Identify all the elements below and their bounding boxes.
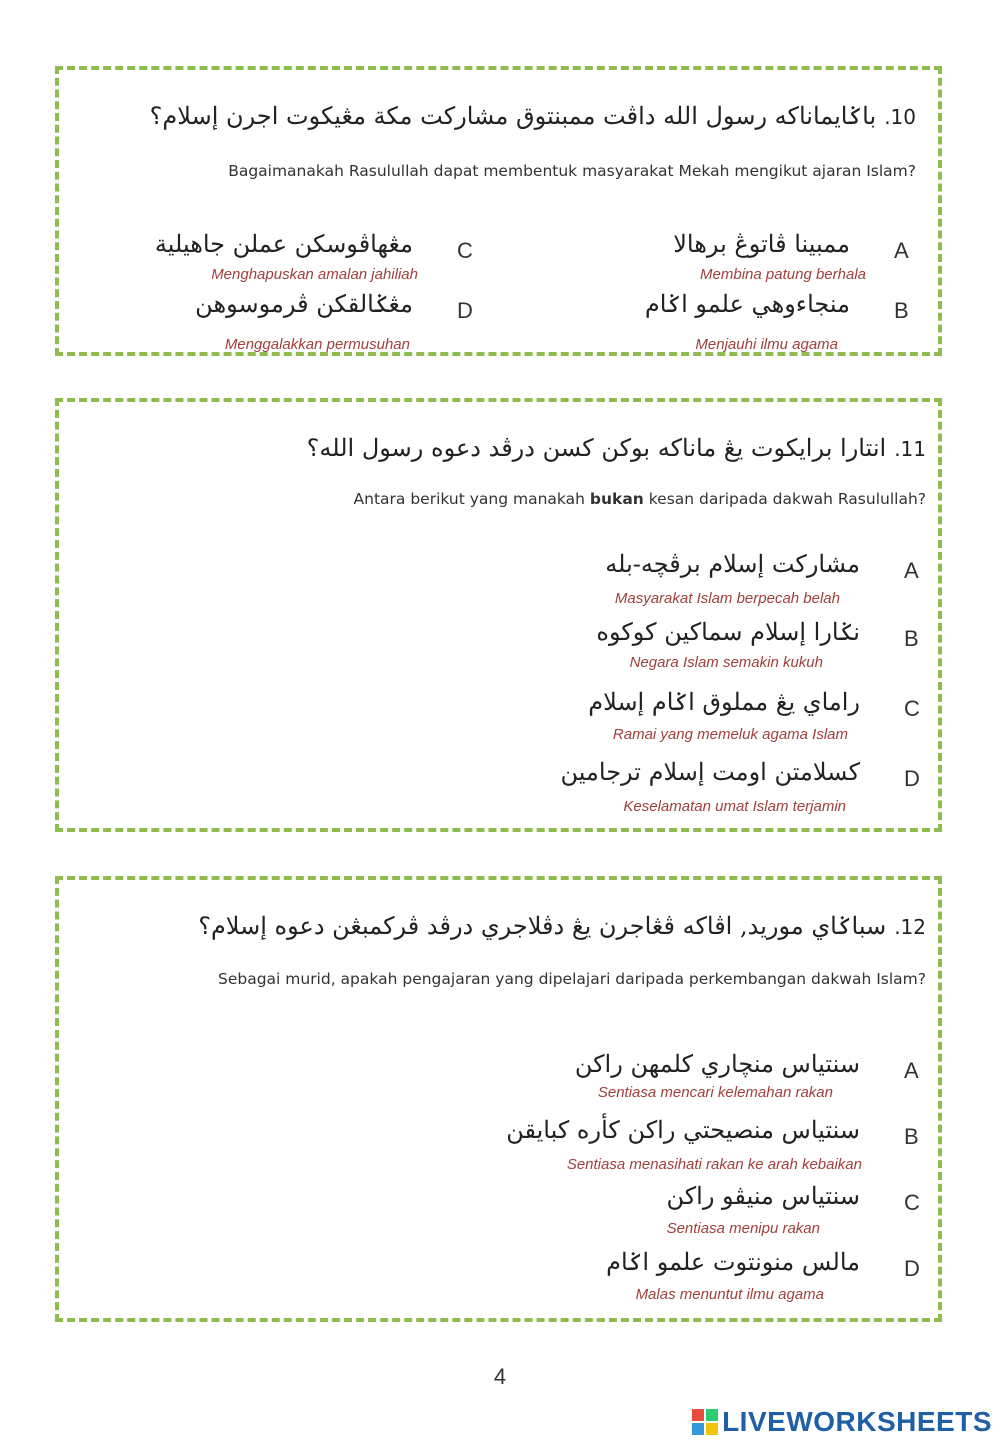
question-10-jawi: 10.باݢايماناكه رسول الله داڤت ممبنتوق مشاركت مكة مڠيكوت اجرن إسلام؟ (149, 102, 916, 130)
q11-option-c-jawi[interactable]: راماي يڠ مملوق اݢام إسلام (588, 688, 860, 716)
page-number: 4 (493, 1364, 507, 1389)
q12-option-a-rumi: Sentiasa mencari kelemahan rakan (597, 1084, 833, 1101)
q11-option-c-rumi: Ramai yang memeluk agama Islam (612, 726, 848, 743)
question-11-box (55, 398, 942, 832)
q10-option-a-jawi[interactable]: ممبينا ڤاتوڠ برهالا (673, 230, 850, 258)
q12-option-a-letter[interactable]: A (904, 1058, 919, 1083)
question-12-box (55, 876, 942, 1322)
q12-option-c-jawi[interactable]: سنتياس منيڤو راكن (666, 1182, 860, 1210)
q11-option-b-rumi: Negara Islam semakin kukuh (629, 654, 823, 671)
logo-mark-icon (692, 1409, 718, 1435)
question-11-rumi: Antara berikut yang manakah bukan kesan daripada dakwah Rasulullah? (353, 490, 926, 508)
logo-text: LIVEWORKSHEETS (722, 1406, 992, 1437)
q10-option-c-letter[interactable]: C (457, 238, 473, 263)
q12-option-b-rumi: Sentiasa menasihati rakan ke arah kebaikan (566, 1156, 862, 1173)
question-11-jawi: 11.انتارا برايكوت يڠ ماناكه بوكن كسن درڤد دعوه رسول الله؟ (306, 434, 926, 462)
q12-option-b-jawi[interactable]: سنتياس منصيحتي راكن كأره كبايقن (506, 1116, 860, 1144)
question-10-box (55, 66, 942, 356)
q12-option-c-rumi: Sentiasa menipu rakan (666, 1220, 820, 1237)
q11-option-c-letter[interactable]: C (904, 696, 920, 721)
q10-option-a-rumi: Membina patung berhala (700, 266, 866, 283)
q10-option-c-jawi[interactable]: مڠهاڤوسكن عملن جاهيلية (154, 230, 413, 258)
q10-option-d-letter[interactable]: D (457, 298, 473, 323)
logo-square-icon (706, 1423, 718, 1435)
q10-option-a-letter[interactable]: A (894, 238, 909, 263)
q11-option-b-letter[interactable]: B (904, 626, 919, 651)
q11-option-d-rumi: Keselamatan umat Islam terjamin (623, 798, 846, 815)
logo-square-icon (692, 1409, 704, 1421)
q10-option-b-jawi[interactable]: منجاءوهي علمو اݢام (644, 290, 850, 318)
q12-option-d-rumi: Malas menuntut ilmu agama (635, 1286, 824, 1303)
q10-option-b-rumi: Menjauhi ilmu agama (695, 336, 838, 353)
logo-square-icon (692, 1423, 704, 1435)
q10-option-c-rumi: Menghapuskan amalan jahiliah (211, 266, 418, 283)
q12-option-a-jawi[interactable]: سنتياس منچاري كلمهن راكن (574, 1050, 860, 1078)
q10-option-b-letter[interactable]: B (894, 298, 909, 323)
q12-option-b-letter[interactable]: B (904, 1124, 919, 1149)
q11-option-d-letter[interactable]: D (904, 766, 920, 791)
q11-option-a-jawi[interactable]: مشاركت إسلام برڤچه-بله (605, 550, 860, 578)
q12-option-c-letter[interactable]: C (904, 1190, 920, 1215)
q12-option-d-jawi[interactable]: مالس منونتوت علمو اݢام (606, 1248, 860, 1276)
q11-option-a-letter[interactable]: A (904, 558, 919, 583)
q11-option-a-rumi: Masyarakat Islam berpecah belah (614, 590, 840, 607)
logo-square-icon (706, 1409, 718, 1421)
question-12-jawi: 12.سباݢاي موريد, اڤاكه ڤڠاجرن يڠ دڤلاجري درڤد ڤركمبڠن دعوه إسلام؟ (198, 912, 926, 940)
q12-option-d-letter[interactable]: D (904, 1256, 920, 1281)
question-10-rumi: Bagaimanakah Rasulullah dapat membentuk masyarakat Mekah mengikut ajaran Islam? (228, 162, 916, 180)
q10-option-d-jawi[interactable]: مڠݢالقكن ڤرموسوهن (195, 290, 413, 318)
q11-option-d-jawi[interactable]: كسلامتن اومت إسلام ترجامين (560, 758, 860, 786)
q10-option-d-rumi: Menggalakkan permusuhan (224, 336, 410, 353)
liveworksheets-logo[interactable] (692, 1406, 992, 1438)
question-12-rumi: Sebagai murid, apakah pengajaran yang dipelajari daripada perkembangan dakwah Islam? (217, 970, 926, 988)
q11-option-b-jawi[interactable]: نݢارا إسلام سماكين كوكوه (596, 618, 860, 646)
